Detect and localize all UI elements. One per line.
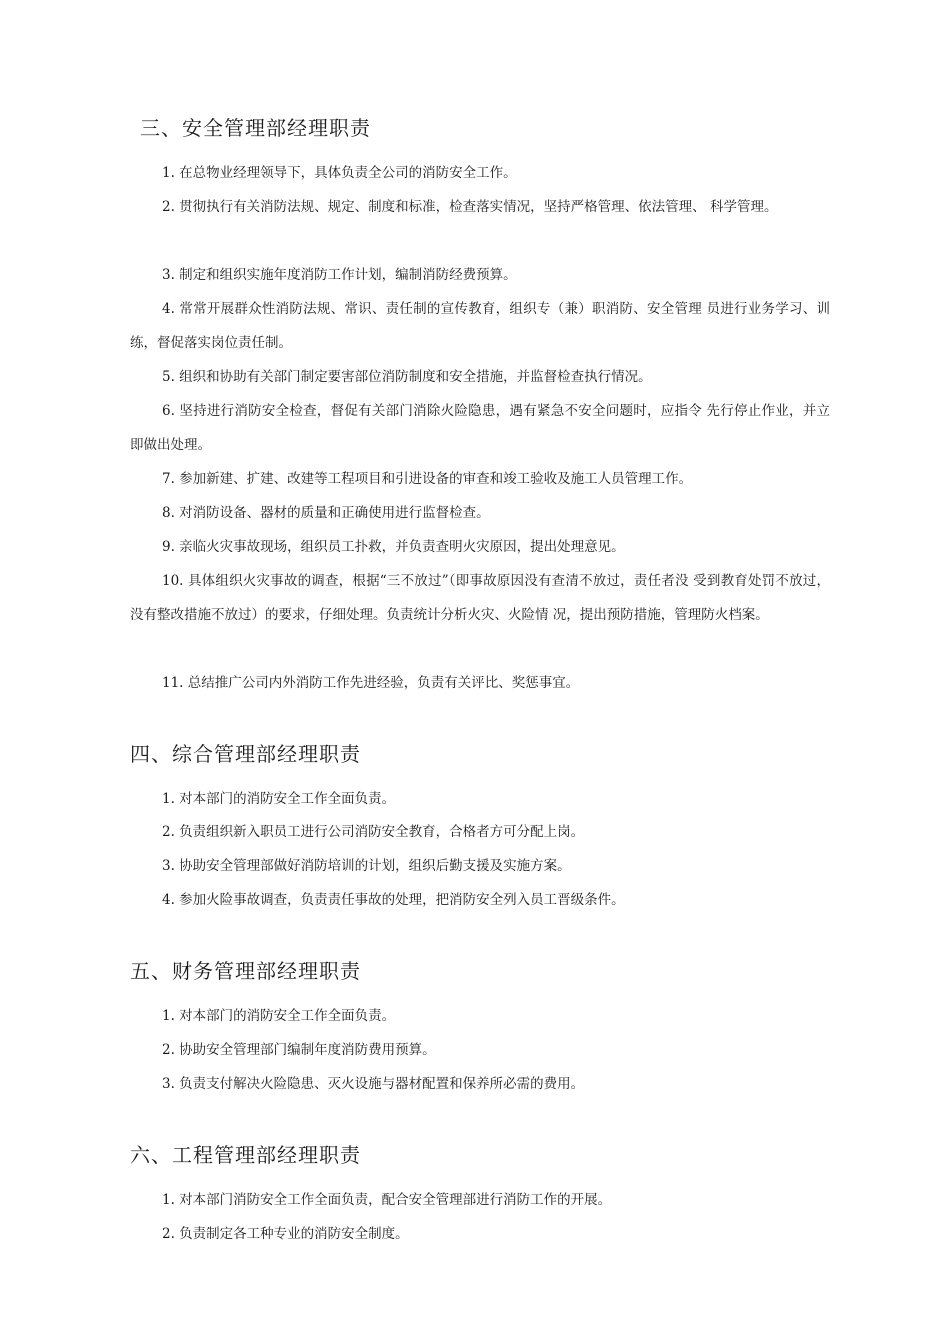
list-item: 2. 贯彻执行有关消防法规、规定、制度和标准，检查落实情况，坚持严格管理、依法管理、 科学管理。 [162, 199, 778, 215]
list-item: 8. 对消防设备、器材的质量和正确使用进行监督检查。 [162, 505, 490, 521]
list-item: 2. 负责制定各工种专业的消防安全制度。 [162, 1226, 409, 1242]
list-item: 1. 对本部门的消防安全工作全面负责。 [162, 791, 396, 807]
list-item: 7. 参加新建、扩建、改建等工程项目和引进设备的审查和竣工验收及施工人员管理工作。 [162, 471, 693, 487]
list-item: 10. 具体组织火灾事故的调查，根据“三不放过”（即事故原因没有查清不放过，责任者没 受到教育处罚不放过，没有整改措施不放过）的要求，仔细处理。负责统计分析火灾、火险情 况，提出预防措施，管理防火档案。 [130, 573, 830, 623]
section-heading-4: 四、综合管理部经理职责 [130, 742, 361, 766]
list-item: 3. 协助安全管理部做好消防培训的计划，组织后勤支援及实施方案。 [162, 858, 571, 874]
section-heading-5: 五、财务管理部经理职责 [130, 959, 361, 983]
list-item: 4. 常常开展群众性消防法规、常识、责任制的宣传教育，组织专（兼）职消防、安全管理 员进行业务学习、训练，督促落实岗位责任制。 [130, 301, 830, 351]
list-item: 11. 总结推广公司内外消防工作先进经验，负责有关评比、奖惩事宜。 [162, 675, 580, 691]
list-item: 1. 对本部门的消防安全工作全面负责。 [162, 1008, 396, 1024]
list-item: 4. 参加火险事故调查，负责责任事故的处理，把消防安全列入员工晋级条件。 [162, 892, 625, 908]
list-item: 1. 在总物业经理领导下，具体负责全公司的消防安全工作。 [162, 165, 517, 181]
section-heading-6: 六、工程管理部经理职责 [130, 1143, 361, 1167]
list-item: 5. 组织和协助有关部门制定要害部位消防制度和安全措施，并监督检查执行情况。 [162, 369, 652, 385]
list-item: 1. 对本部门消防安全工作全面负责，配合安全管理部进行消防工作的开展。 [162, 1192, 612, 1208]
list-item: 2. 协助安全管理部门编制年度消防费用预算。 [162, 1042, 436, 1058]
list-item: 3. 负责支付解决火险隐患、灭火设施与器材配置和保养所必需的费用。 [162, 1076, 585, 1092]
list-item: 2. 负责组织新入职员工进行公司消防安全教育，合格者方可分配上岗。 [162, 824, 585, 840]
list-item: 9. 亲临火灾事故现场，组织员工扑救，并负责查明火灾原因，提出处理意见。 [162, 539, 625, 555]
section-heading-3: 三、安全管理部经理职责 [140, 116, 371, 140]
list-item: 3. 制定和组织实施年度消防工作计划，编制消防经费预算。 [162, 267, 517, 283]
list-item: 6. 坚持进行消防安全检查，督促有关部门消除火险隐患，遇有紧急不安全问题时，应指令 先行停止作业，并立即做出处理。 [130, 403, 830, 453]
